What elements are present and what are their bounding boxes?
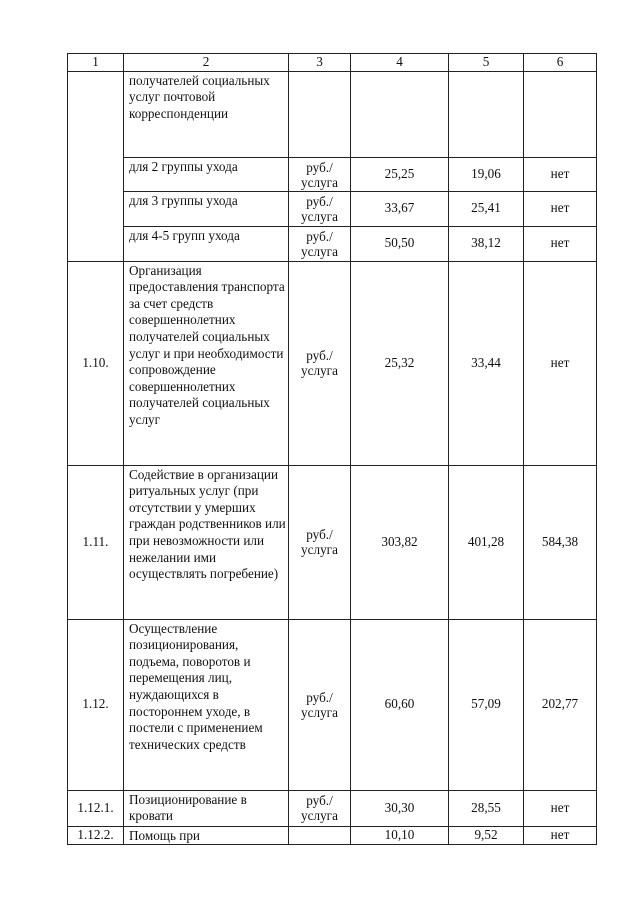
unit-cell: руб./ услуга bbox=[289, 261, 351, 465]
value-cell: 584,38 bbox=[524, 465, 597, 619]
service-description: для 3 группы ухода bbox=[124, 191, 289, 226]
tariff-table bbox=[67, 53, 597, 845]
header-cell: 5 bbox=[449, 54, 524, 72]
unit-cell: руб./ услуга bbox=[289, 157, 351, 191]
table-row bbox=[68, 226, 597, 261]
value-cell: 33,67 bbox=[351, 191, 449, 226]
value-cell: нет bbox=[524, 790, 597, 826]
header-row bbox=[68, 54, 597, 72]
value-cell: 30,30 bbox=[351, 790, 449, 826]
value-cell: 19,06 bbox=[449, 157, 524, 191]
unit-cell bbox=[289, 71, 351, 157]
unit-cell: руб./ услуга bbox=[289, 465, 351, 619]
value-cell bbox=[449, 71, 524, 157]
value-cell: 25,41 bbox=[449, 191, 524, 226]
value-cell: 25,25 bbox=[351, 157, 449, 191]
row-number: 1.10. bbox=[68, 261, 124, 465]
header-cell: 1 bbox=[68, 54, 124, 72]
value-cell: нет bbox=[524, 261, 597, 465]
table-row bbox=[68, 826, 597, 845]
value-cell: 57,09 bbox=[449, 619, 524, 790]
header-cell: 2 bbox=[124, 54, 289, 72]
value-cell: 38,12 bbox=[449, 226, 524, 261]
row-number: 1.11. bbox=[68, 465, 124, 619]
unit-cell bbox=[289, 826, 351, 845]
service-description: получателей социальных услуг почтовой корреспонденции bbox=[124, 71, 289, 157]
value-cell: 303,82 bbox=[351, 465, 449, 619]
table-row bbox=[68, 191, 597, 226]
value-cell: 25,32 bbox=[351, 261, 449, 465]
value-cell: нет bbox=[524, 226, 597, 261]
header-cell: 4 bbox=[351, 54, 449, 72]
service-description: Осуществление позиционирования, подъема, поворотов и перемещения лиц, нуждающихся в постороннем уходе, в постели с применением технических средств bbox=[124, 619, 289, 790]
unit-cell: руб./ услуга bbox=[289, 226, 351, 261]
value-cell: 50,50 bbox=[351, 226, 449, 261]
unit-cell: руб./ услуга bbox=[289, 191, 351, 226]
table-row bbox=[68, 157, 597, 191]
value-cell: 33,44 bbox=[449, 261, 524, 465]
table-row bbox=[68, 619, 597, 790]
value-cell: 401,28 bbox=[449, 465, 524, 619]
value-cell: 9,52 bbox=[449, 826, 524, 845]
table-row bbox=[68, 465, 597, 619]
value-cell: нет bbox=[524, 157, 597, 191]
value-cell bbox=[524, 71, 597, 157]
row-number: 1.12. bbox=[68, 619, 124, 790]
value-cell: нет bbox=[524, 826, 597, 845]
value-cell: 60,60 bbox=[351, 619, 449, 790]
table-row bbox=[68, 261, 597, 465]
service-description: Содействие в организации ритуальных услуг (при отсутствии у умерших граждан родственников или при невозможности или нежелании ими осуществлять погребение) bbox=[124, 465, 289, 619]
unit-cell: руб./ услуга bbox=[289, 790, 351, 826]
header-cell: 3 bbox=[289, 54, 351, 72]
service-description: для 4-5 групп ухода bbox=[124, 226, 289, 261]
row-number: 1.12.2. bbox=[68, 826, 124, 845]
service-description: для 2 группы ухода bbox=[124, 157, 289, 191]
service-description: Позиционирование в кровати bbox=[124, 790, 289, 826]
table-row bbox=[68, 71, 597, 157]
value-cell: 202,77 bbox=[524, 619, 597, 790]
value-cell: 28,55 bbox=[449, 790, 524, 826]
table-row bbox=[68, 790, 597, 826]
value-cell: 10,10 bbox=[351, 826, 449, 845]
value-cell: нет bbox=[524, 191, 597, 226]
service-description: Помощь при bbox=[124, 826, 289, 845]
unit-cell: руб./ услуга bbox=[289, 619, 351, 790]
row-number bbox=[68, 71, 124, 261]
row-number: 1.12.1. bbox=[68, 790, 124, 826]
service-description: Организация предоставления транспорта за счет средств совершеннолетних получателей социальных услуг и при необходимости сопровождение совершеннолетних получателей социальных услуг bbox=[124, 261, 289, 465]
header-cell: 6 bbox=[524, 54, 597, 72]
value-cell bbox=[351, 71, 449, 157]
